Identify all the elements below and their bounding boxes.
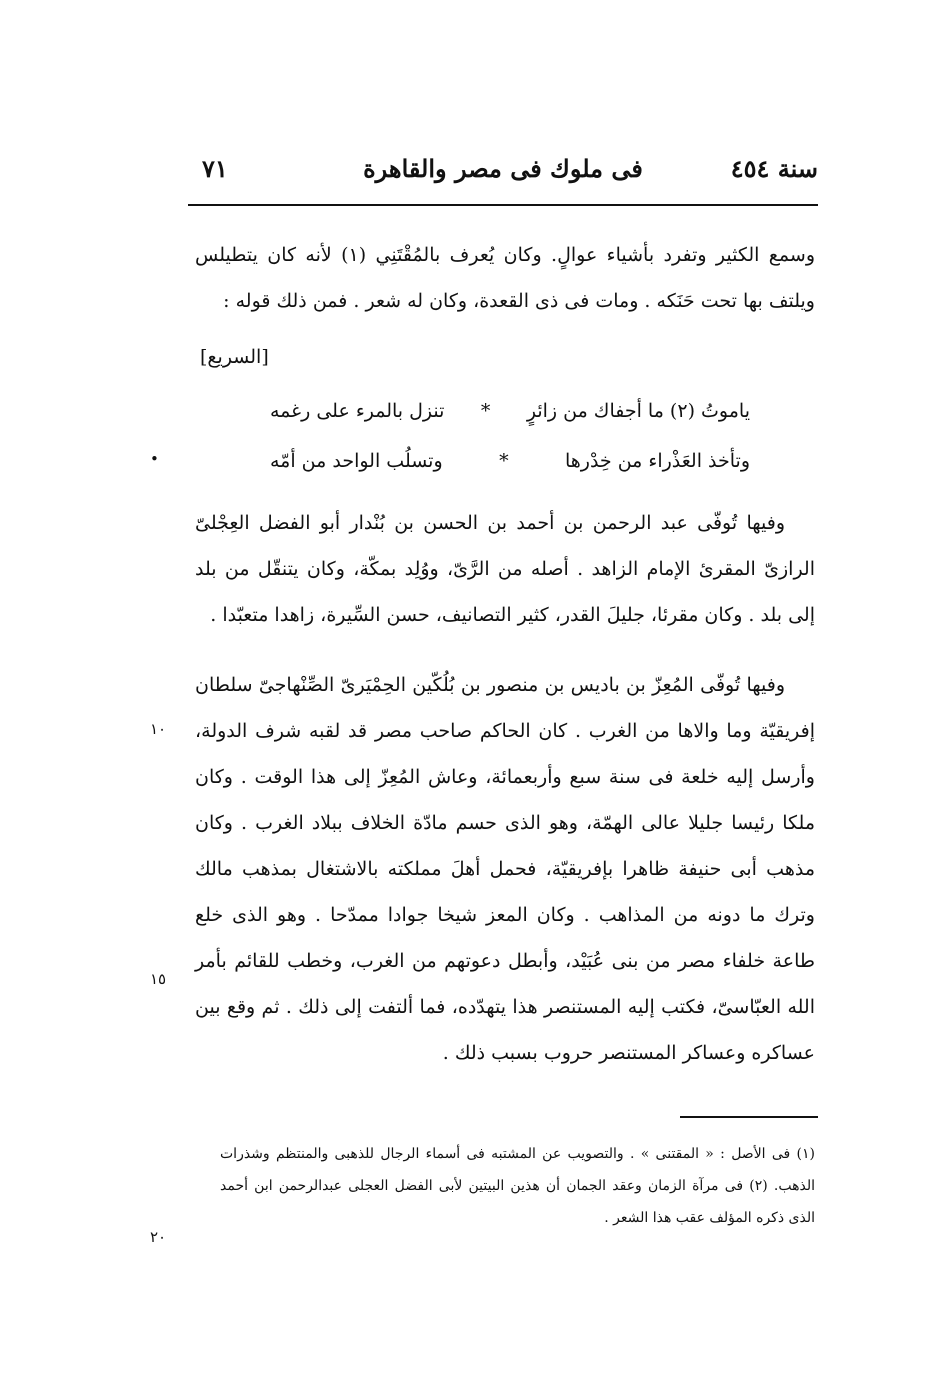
poem-meter: [السريع] — [200, 346, 269, 368]
poem — [270, 386, 750, 486]
header-rule — [188, 204, 818, 206]
poem-separator: * — [480, 400, 491, 422]
paragraph-1 — [195, 232, 815, 324]
footnotes-text: (١) فى الأصل : « المقتنى » . والتصويب عن المشتبه فى أسماء الرجال للذهبى والمنتظم وشذرات الذهب. (٢) فى مرآة الزمان وعقد الجمان أن هذين البيتين لأبى الفضل العجلى عبدالرحمن ابن أحمد الذى ذكره المؤلف عقب هذا الشعر . — [220, 1146, 815, 1226]
footnotes — [220, 1138, 815, 1234]
poem-line-1-first: ياموتُ (٢) ما أجفاك من زائرٍ — [526, 400, 750, 422]
poem-line-1 — [270, 386, 750, 436]
poem-line-1-second: تنزل بالمرء على رغمه — [270, 400, 445, 422]
margin-bullet: • — [150, 450, 159, 468]
paragraph-2 — [195, 500, 815, 638]
page-number: ٧١ — [202, 154, 228, 183]
margin-line-number-10: ١٠ — [150, 720, 167, 738]
footnote-rule — [680, 1116, 818, 1118]
header-title: فى ملوك فى مصر والقاهرة — [363, 154, 643, 183]
paragraph-2-text: وفيها تُوفّى عبد الرحمن بن أحمد بن الحسن بن بُنْدار أبو الفضل العِجْلىّ الرازىّ المقرئ الإمام الزاهد . أصله من الرَّىّ، ووُلِد بمكّة، وكان يتنقّل من بلد إلى بلد . وكان مقرئا، جليلَ القدر، كثير التصانيف، حسن السِّيرة، زاهدا متعبّدا . — [195, 512, 815, 626]
running-header — [188, 150, 818, 190]
margin-line-number-20: ٢٠ — [150, 1228, 167, 1246]
paragraph-3 — [195, 662, 815, 1076]
header-year: سنة ٤٥٤ — [730, 154, 818, 183]
poem-line-2-second: وتسلُب الواحد من أمّه — [270, 450, 443, 472]
margin-line-number-15: ١٥ — [150, 970, 167, 988]
paragraph-1-text: وسمع الكثير وتفرد بأشياء عوالٍ. وكان يُعرف بالمُقْتَنِي (١) لأنه كان يتطيلس ويلتف بها تحت حَنَكه . ومات فى ذى القعدة، وكان له شعر . فمن ذلك قوله : — [195, 244, 816, 312]
poem-separator: * — [499, 450, 509, 472]
poem-line-2 — [270, 436, 750, 486]
paragraph-3-text: وفيها تُوفّى المُعِزّ بن باديس بن منصور بن بُلُكّين الحِمْيَرىّ الصِّنْهاجىّ سلطان إفريقيّة وما والاها من الغرب . كان الحاكم صاحب مصر قد لقبه شرف الدولة، وأرسل إليه خلعة فى سنة سبع وأربعمائة، وعاش المُعِزّ إلى هذا الوقت . وكان ملكا رئيسا جليلا عالى الهمّة، وهو الذى حسم مادّة الخلاف ببلاد الغرب . وكان مذهب أبى حنيفة ظاهرا بإفريقيّة، فحمل أهلَ مملكته بالاشتغال بمذهب مالك وترك ما دونه من المذاهب . وكان المعز شيخا جوادا ممدّحا . وهو الذى خلع طاعة خلفاء مصر من بنى عُبَيْد، وأبطل دعوتهم من الغرب، وخطب للقائم بأمر الله العبّاسىّ، فكتب إليه المستنصر هذا يتهدّده، فما ألتفت إلى ذلك . ثم وقع بين عساكره وعساكر المستنصر حروب بسبب ذلك . — [195, 674, 815, 1064]
poem-line-2-first: وتأخذ العَذْراء من خِدْرها — [564, 450, 750, 472]
